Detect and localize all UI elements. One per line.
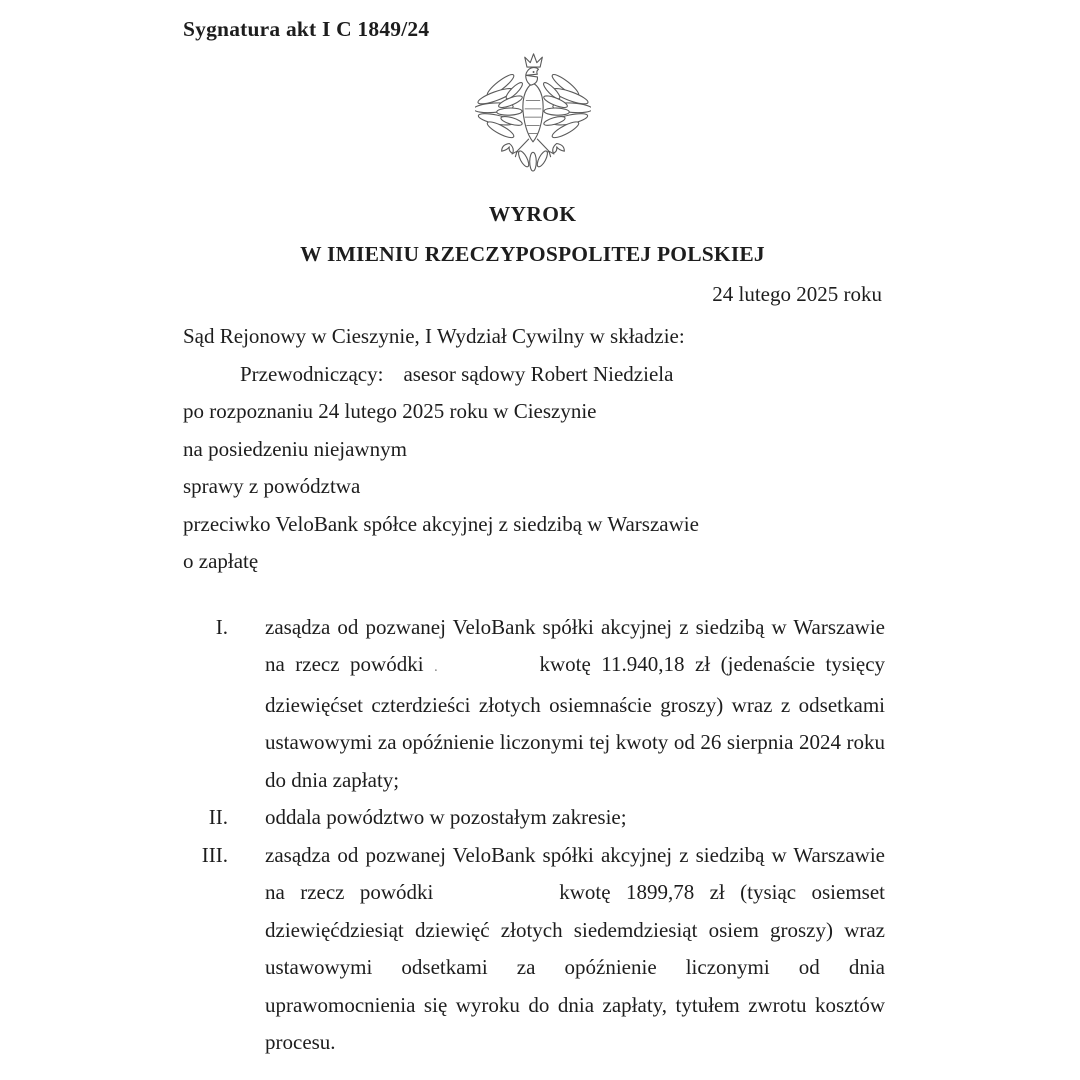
emblem-wrap: [183, 50, 882, 184]
action-line: sprawy z powództwa: [183, 474, 361, 498]
presiding-label: Przewodniczący:: [240, 361, 384, 386]
presiding-judge: asesor sądowy Robert Niedziela: [403, 361, 674, 386]
polish-eagle-emblem: [475, 169, 591, 186]
court-composition-line: Sąd Rejonowy w Cieszynie, I Wydział Cywilny w składzie:: [183, 324, 685, 348]
ruling-text-after-gap: kwotę 11.940,18 zł (jedenaście tysięcy dziewięćset czterdzieści złotych osiemnaście groszy) wraz z odsetkami ustawowymi za opóźnienie liczonymi tej kwoty od 26 sierpnia 2024 roku do dnia zapłaty;: [265, 652, 886, 792]
judgment-date: 24 lutego 2025 roku: [712, 282, 882, 306]
ruling-text: [265, 799, 885, 837]
ruling-item: [183, 837, 886, 1062]
judgment-subtitle: W IMIENIU RZECZYPOSPOLITEJ POLSKIEJ: [300, 242, 765, 266]
ruling-text-full: oddala powództwo w pozostałym zakresie;: [265, 805, 627, 829]
ruling-text: [265, 609, 885, 800]
session-line: na posiedzeniu niejawnym: [183, 436, 407, 461]
judgment-title: WYROK: [488, 202, 577, 226]
ruling-text-after-gap: kwotę 1899,78 zł (tysiąc osiemset dziewięćdziesiąt dziewięć złotych siedemdziesiąt osiem groszy) wraz ustawowymi odsetkami za opóźnienie liczonymi od dnia uprawomocnienia się wyroku do dnia zapłaty, tytułem zwrotu kosztów procesu.: [265, 880, 886, 1054]
subject-line: o zapłatę: [183, 549, 259, 573]
ruling-text-before-gap: zasądza od pozwanej VeloBank spółki akcyjnej z siedzibą w Warszawie na rzecz powódki: [265, 614, 885, 676]
defendant-line: przeciwko VeloBank spółce akcyjnej z siedzibą w Warszawie: [183, 511, 699, 536]
hearing-line: po rozpoznaniu 24 lutego 2025 roku w Cieszynie: [183, 399, 597, 423]
ruling-text-before-gap: zasądza od pozwanej VeloBank spółki akcyjnej z siedzibą w Warszawie na rzecz powódki: [265, 842, 885, 904]
rulings-list: [183, 609, 886, 1062]
presiding-line: [183, 356, 882, 394]
court-block: [183, 318, 882, 581]
ruling-numeral: I.: [215, 614, 228, 639]
ruling-item: [183, 799, 882, 837]
ruling-numeral: III.: [201, 842, 228, 867]
case-number: Sygnatura akt I C 1849/24: [183, 17, 430, 41]
ruling-text: [265, 837, 885, 1062]
ruling-item: [183, 609, 886, 800]
ruling-numeral: II.: [208, 805, 228, 829]
redaction-gap: .: [434, 659, 438, 675]
